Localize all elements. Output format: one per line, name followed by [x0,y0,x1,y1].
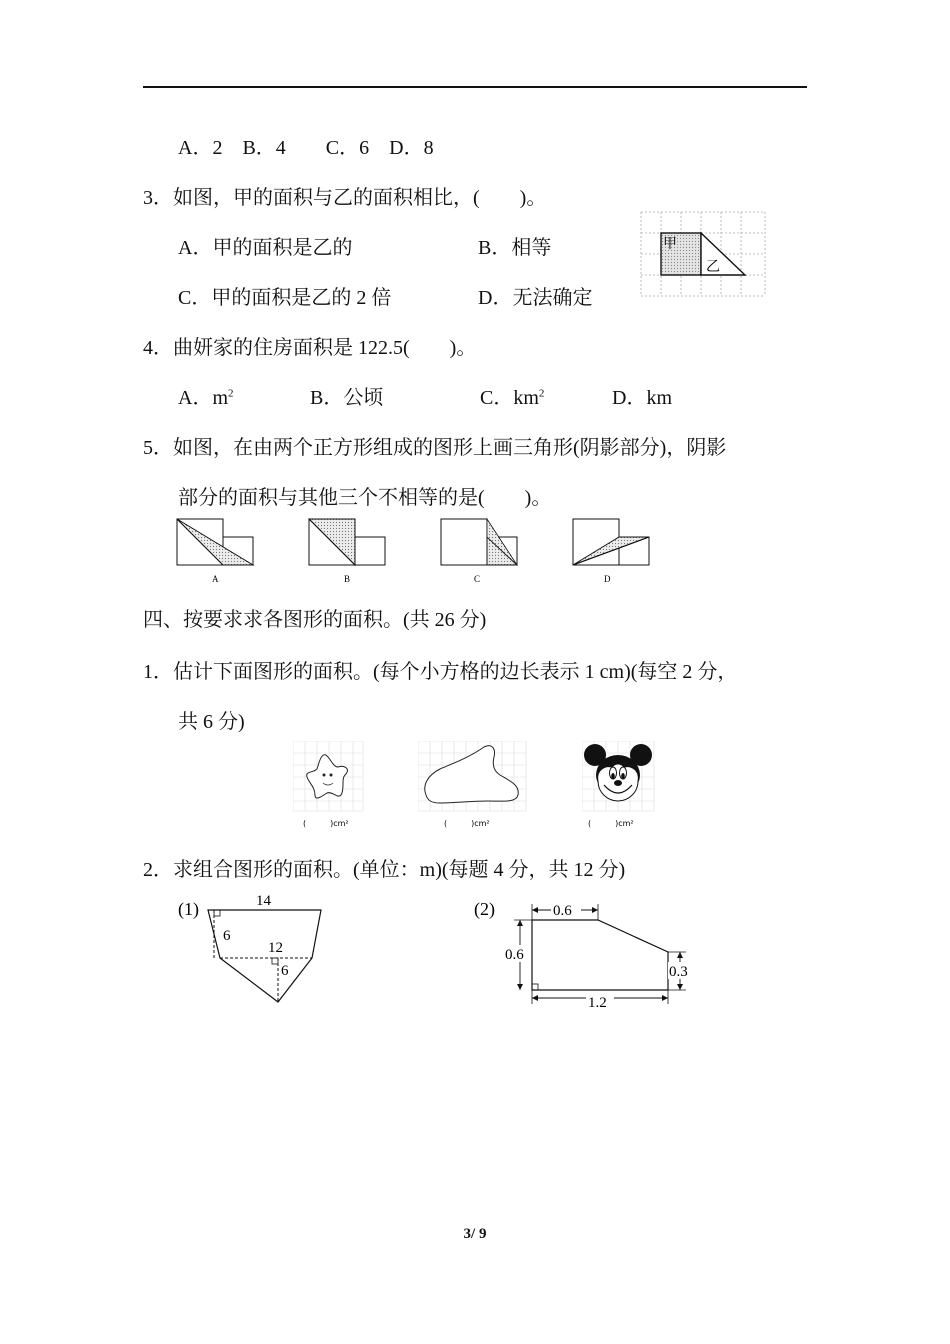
q3-stem: 3．如图，甲的面积与乙的面积相比，( )。 [143,187,547,209]
fig2-tag: (2) [474,899,495,919]
q2-options: A．2 B．4 C．6 D．8 [178,137,434,159]
q3-grid-figure [640,210,766,298]
q4-option-d: D．km [612,387,672,409]
q5-label-b: B [344,574,351,584]
q4-stem: 4．曲妍家的住房面积是 122.5( )。 [143,337,477,359]
q5-stem-line1: 5．如图，在由两个正方形组成的图形上画三角形(阴影部分)，阴影 [143,437,727,459]
shoe-blank: ( )cm² [444,819,490,828]
q5-label-a: A [212,574,219,584]
fig1-h2-label: 6 [281,963,289,979]
fig2-left-label: 0.6 [505,947,524,963]
q3-option-c: C．甲的面积是乙的 2 倍 [178,287,392,309]
q3-label-yi: 乙 [706,260,720,275]
fig1-mid-label: 12 [268,940,283,956]
q4-option-b: B．公顷 [310,387,384,409]
s4-q2-stem: 2．求组合图形的面积。(单位：m)(每题 4 分，共 12 分) [143,859,626,881]
q5-figures [176,518,656,590]
fig1-tag: (1) [178,899,199,919]
shoe-shape-figure [418,741,530,831]
fig2-bottom-label: 1.2 [588,995,607,1008]
q3-label-jia: 甲 [663,237,677,252]
q4-option-c: C．$km^2$ [480,387,545,409]
q5-stem-line2: 部分的面积与其他三个不相等的是( )。 [178,487,552,509]
section4-title: 四、按要求求各图形的面积。(共 26 分) [143,609,487,631]
fig2-right-label: 0.3 [669,964,688,980]
s4-q1-line2: 共 6 分) [178,711,245,733]
fig1-h1-label: 6 [223,928,231,944]
composite-figure-2 [470,890,700,1008]
q5-label-c: C [474,574,481,584]
header-rule [143,86,807,88]
fig1-top-label: 14 [256,893,271,909]
s4-q1-line1: 1．估计下面图形的面积。(每个小方格的边长表示 1 cm)(每空 2 分， [143,661,738,683]
star-shape-figure [293,741,365,831]
q5-label-d: D [604,574,611,584]
composite-figure-1 [176,890,326,1010]
q3-option-a: A．甲的面积是乙的 [178,237,353,259]
q3-option-b: B．相等 [478,237,552,259]
page-number: 3/ 9 [463,1226,487,1242]
fig2-top-label: 0.6 [553,903,572,919]
mouse-face-figure [582,741,658,831]
star-blank: ( )cm² [303,819,349,828]
q3-option-d: D．无法确定 [478,287,593,309]
mouse-blank: ( )cm² [588,819,634,828]
q4-option-a: A．$m^2$ [178,387,234,409]
